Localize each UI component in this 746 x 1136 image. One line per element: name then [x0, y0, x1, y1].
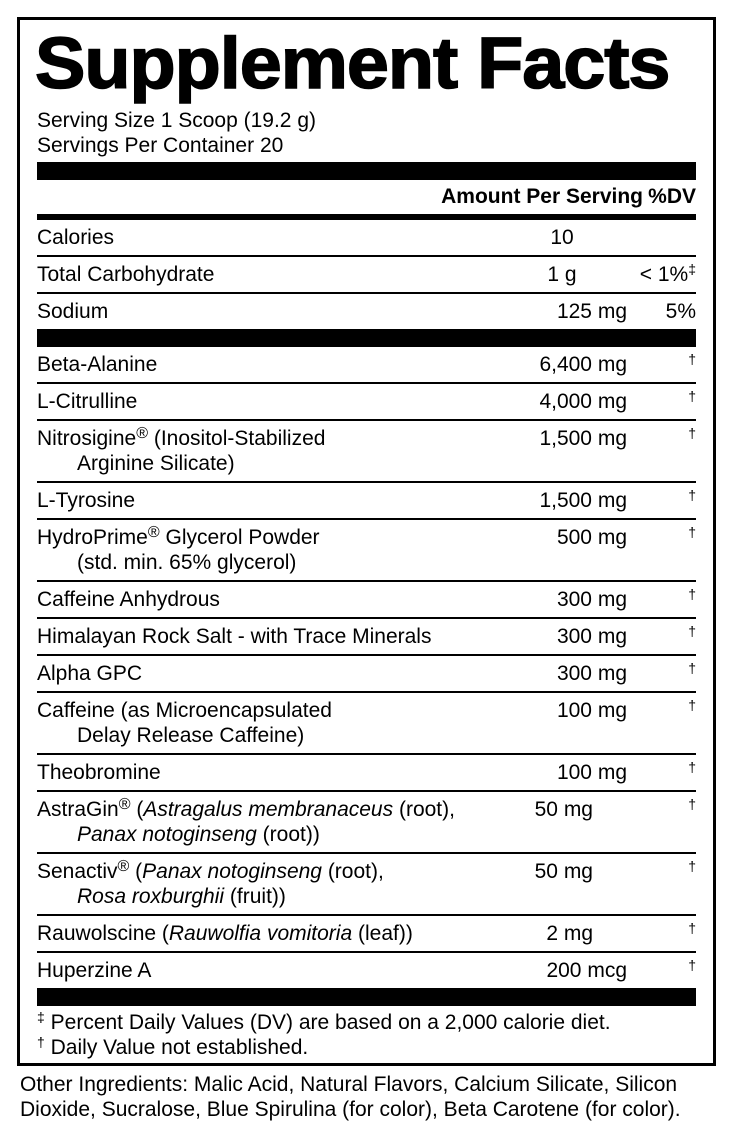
ingredient-row: Rauwolscine (Rauwolfia vomitoria (leaf)) 2 mg †	[37, 916, 696, 953]
ingredient-row: Caffeine (as Microencapsulated Delay Release Caffeine) 100 mg †	[37, 693, 696, 755]
ingredient-row: AstraGin® (Astragalus membranaceus (root), Panax notoginseng (root)) 50 mg †	[37, 792, 696, 854]
thick-divider	[37, 329, 696, 347]
serving-info	[37, 108, 696, 158]
nutrient-row-calories: Calories 10	[37, 220, 696, 257]
amount-header: Amount Per Serving	[441, 185, 643, 208]
ingredient-row: Nitrosigine® (Inositol-Stabilized Arginine Silicate) 1,500 mg †	[37, 421, 696, 483]
supplement-facts-panel	[17, 17, 716, 1066]
panel-content	[37, 20, 696, 1060]
ingredient-row: L-Citrulline 4,000 mg †	[37, 384, 696, 421]
ingredient-row: Caffeine Anhydrous 300 mg †	[37, 582, 696, 619]
ingredient-row: Huperzine A 200 mcg †	[37, 957, 696, 982]
thick-divider	[37, 988, 696, 1006]
panel-title: Supplement Facts	[35, 24, 670, 104]
ingredient-row: Senactiv® (Panax notoginseng (root), Rosa roxburghii (fruit)) 50 mg †	[37, 854, 696, 916]
servings-per-container: Servings Per Container 20	[37, 134, 284, 157]
ingredient-row: Beta-Alanine 6,400 mg †	[37, 347, 696, 384]
footnotes	[37, 1006, 696, 1060]
footnote-dv: ‡ Percent Daily Values (DV) are based on a 2,000 calorie diet.	[37, 1009, 611, 1034]
footnote-not-established: † Daily Value not established.	[37, 1034, 309, 1059]
nutrient-row-sodium: Sodium 125 mg 5%	[37, 300, 696, 323]
nutrient-row-carbohydrate: Total Carbohydrate 1 g < 1%‡	[37, 257, 696, 294]
ingredient-row: Theobromine 100 mg †	[37, 755, 696, 792]
ingredient-row: Alpha GPC 300 mg †	[37, 656, 696, 693]
column-header-row	[37, 180, 696, 214]
thick-divider	[37, 162, 696, 180]
ingredient-row: HydroPrime® Glycerol Powder (std. min. 65% glycerol) 500 mg †	[37, 520, 696, 582]
ingredient-row: Himalayan Rock Salt - with Trace Minerals 300 mg †	[37, 619, 696, 656]
ingredient-row: L-Tyrosine 1,500 mg †	[37, 483, 696, 520]
serving-size: Serving Size 1 Scoop (19.2 g)	[37, 109, 316, 132]
dv-header: %DV	[648, 185, 696, 208]
other-ingredients: Other Ingredients: Malic Acid, Natural Flavors, Calcium Silicate, Silicon Dioxide, Sucralose, Blue Spirulina (for color), Beta Carotene (for color).	[20, 1073, 681, 1121]
